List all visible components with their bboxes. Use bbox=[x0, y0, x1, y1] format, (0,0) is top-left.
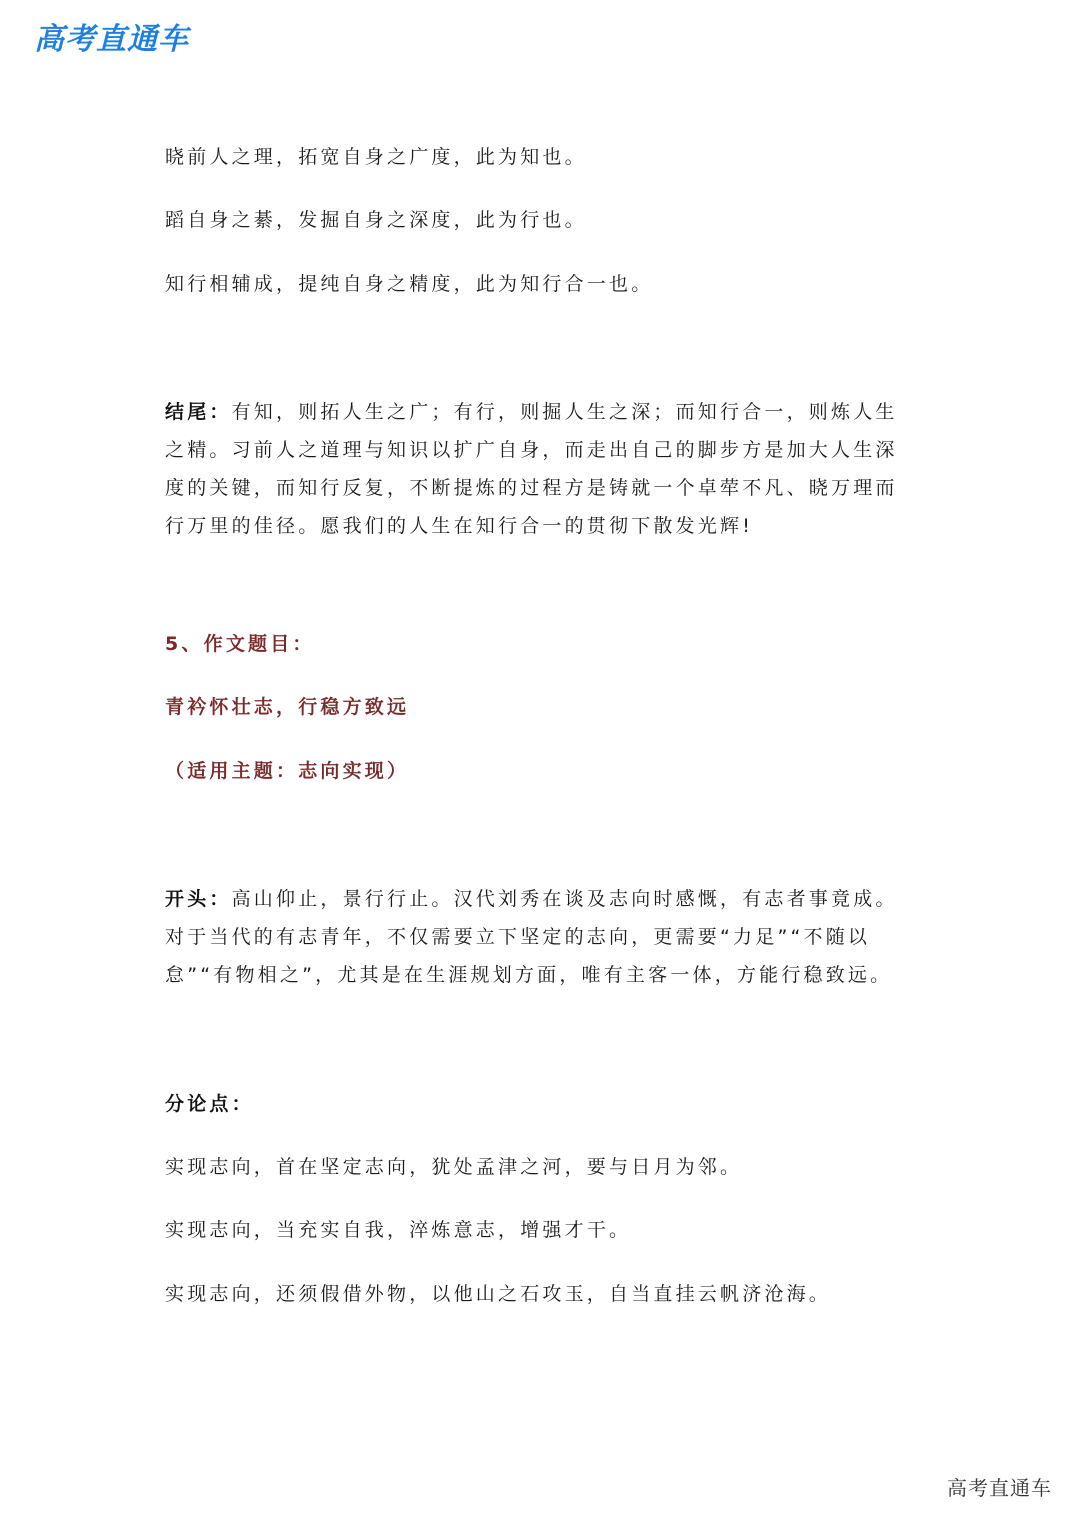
sub-point-2: 实现志向，当充实自我，淬炼意志，增强才干。 bbox=[165, 1219, 632, 1241]
ending-paragraph bbox=[165, 393, 925, 545]
intro-point-1: 晓前人之理，拓宽自身之广度，此为知也。 bbox=[165, 146, 587, 168]
sub-points-label: 分论点： bbox=[165, 1093, 254, 1115]
opening-line-3: 怠”“有物相之”，尤其是在生涯规划方面，唯有主客一体，方能行稳致远。 bbox=[165, 964, 893, 986]
intro-point-2: 蹈自身之綦，发掘自身之深度，此为行也。 bbox=[165, 209, 587, 231]
opening-label: 开头： bbox=[165, 888, 232, 910]
opening-line-2: 对于当代的有志青年，不仅需要立下坚定的志向，更需要“力足”“不随以 bbox=[165, 926, 871, 948]
sub-point-1: 实现志向，首在坚定志向，犹处孟津之河，要与日月为邻。 bbox=[165, 1156, 743, 1178]
ending-line-4: 行万里的佳径。愿我们的人生在知行合一的贯彻下散发光辉! bbox=[165, 515, 754, 537]
topic-theme: （适用主题：志向实现） bbox=[165, 760, 410, 782]
ending-line-2: 之精。习前人之道理与知识以扩广自身，而走出自己的脚步方是加大人生深 bbox=[165, 439, 898, 461]
ending-line-1-text: 有知，则拓人生之广；有行，则掘人生之深；而知行合一，则炼人生 bbox=[231, 401, 898, 423]
ending-line-3: 度的关键，而知行反复，不断提炼的过程方是铸就一个卓荦不凡、晓万理而 bbox=[165, 477, 898, 499]
opening-line-1 bbox=[165, 880, 925, 918]
ending-label: 结尾： bbox=[165, 401, 232, 423]
footer-watermark: 高考直通车 bbox=[947, 1476, 1052, 1500]
topic-title: 青衿怀壮志，行稳方致远 bbox=[165, 696, 410, 718]
opening-paragraph bbox=[165, 880, 925, 994]
topic-number-heading: 5、作文题目： bbox=[165, 633, 315, 655]
sub-point-3: 实现志向，还须假借外物，以他山之石攻玉，自当直挂云帆济沧海。 bbox=[165, 1283, 832, 1305]
ending-line-1 bbox=[165, 393, 925, 431]
brand-logo: 高考直通车 bbox=[34, 22, 189, 57]
intro-point-3: 知行相辅成，提纯自身之精度，此为知行合一也。 bbox=[165, 273, 654, 295]
opening-line-1-text: 高山仰止，景行行止。汉代刘秀在谈及志向时感慨，有志者事竟成。 bbox=[231, 888, 898, 910]
